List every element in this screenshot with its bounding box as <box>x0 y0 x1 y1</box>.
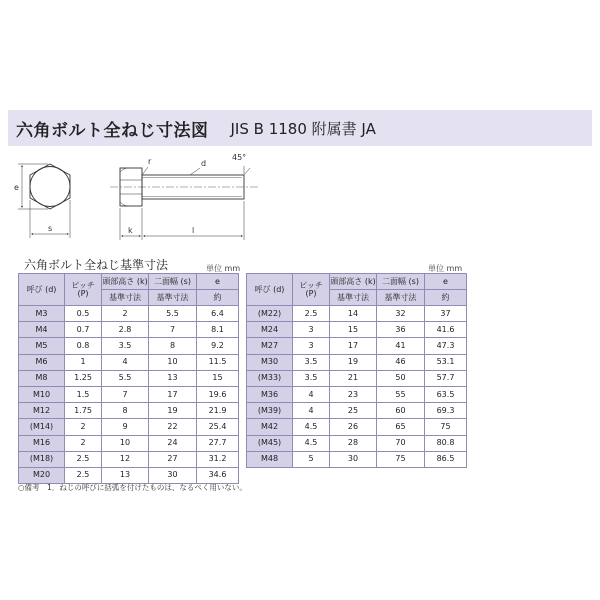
cell-pitch: 1.5 <box>65 386 102 402</box>
cell-e: 25.4 <box>197 419 239 435</box>
cell-pitch: 2 <box>65 435 102 451</box>
cell-k: 26 <box>330 419 377 435</box>
unit-label-left: 単位 mm <box>206 264 241 273</box>
cell-s: 75 <box>377 451 425 467</box>
table-row <box>247 370 467 386</box>
cell-k: 19 <box>330 354 377 370</box>
cell-k: 5.5 <box>102 370 149 386</box>
table-row <box>19 322 239 338</box>
header-e: e <box>425 274 467 290</box>
table-row <box>19 354 239 370</box>
header-width: 二面幅 (s) <box>149 274 197 290</box>
cell-s: 32 <box>377 306 425 322</box>
cell-name: M8 <box>19 370 65 386</box>
cell-k: 9 <box>102 419 149 435</box>
cell-pitch: 5 <box>293 451 330 467</box>
cell-e: 6.4 <box>197 306 239 322</box>
cell-pitch: 2.5 <box>293 306 330 322</box>
cell-e: 63.5 <box>425 386 467 402</box>
cell-pitch: 4 <box>293 386 330 402</box>
section-title: 六角ボルト全ねじ基準寸法 <box>24 258 169 272</box>
table-row <box>19 435 239 451</box>
cell-k: 28 <box>330 435 377 451</box>
cell-e: 80.8 <box>425 435 467 451</box>
label-d: d <box>201 159 207 168</box>
cell-pitch: 4.5 <box>293 435 330 451</box>
label-r: r <box>148 157 152 166</box>
cell-name: M6 <box>19 354 65 370</box>
label-e: e <box>14 183 19 192</box>
cell-e: 19.6 <box>197 386 239 402</box>
cell-s: 17 <box>149 386 197 402</box>
spec-table-left <box>18 273 239 484</box>
header-name: 呼び (d) <box>19 274 65 306</box>
cell-pitch: 4 <box>293 403 330 419</box>
cell-k: 15 <box>330 322 377 338</box>
cell-e: 75 <box>425 419 467 435</box>
cell-pitch: 3.5 <box>293 370 330 386</box>
label-angle: 45° <box>232 153 247 162</box>
title-bar <box>8 110 592 146</box>
cell-name: (M14) <box>19 419 65 435</box>
label-k: k <box>128 226 133 235</box>
cell-e: 11.5 <box>197 354 239 370</box>
cell-pitch: 3 <box>293 338 330 354</box>
cell-pitch: 3.5 <box>293 354 330 370</box>
cell-e: 34.6 <box>197 467 239 483</box>
table-row <box>247 338 467 354</box>
cell-k: 25 <box>330 403 377 419</box>
table-row <box>247 451 467 467</box>
cell-name: M27 <box>247 338 293 354</box>
cell-e: 53.1 <box>425 354 467 370</box>
cell-pitch: 0.7 <box>65 322 102 338</box>
remark-note: ○備考 1．ねじの呼びに括弧を付けたものは、なるべく用いない。 <box>18 483 247 492</box>
cell-pitch: 1.25 <box>65 370 102 386</box>
cell-pitch: 2.5 <box>65 467 102 483</box>
table-row <box>247 403 467 419</box>
cell-k: 13 <box>102 467 149 483</box>
cell-pitch: 1.75 <box>65 403 102 419</box>
cell-e: 69.3 <box>425 403 467 419</box>
standard-reference: JIS B 1180 附属書 JA <box>230 119 376 138</box>
cell-name: M36 <box>247 386 293 402</box>
cell-pitch: 3 <box>293 322 330 338</box>
cell-k: 2.8 <box>102 322 149 338</box>
cell-k: 3.5 <box>102 338 149 354</box>
cell-name: (M45) <box>247 435 293 451</box>
cell-s: 19 <box>149 403 197 419</box>
cell-s: 55 <box>377 386 425 402</box>
cell-s: 24 <box>149 435 197 451</box>
cell-s: 65 <box>377 419 425 435</box>
cell-e: 27.7 <box>197 435 239 451</box>
cell-k: 12 <box>102 451 149 467</box>
header-pitch: ピッチ (P) <box>293 274 330 306</box>
cell-s: 8 <box>149 338 197 354</box>
table-row <box>19 403 239 419</box>
cell-k: 7 <box>102 386 149 402</box>
cell-s: 70 <box>377 435 425 451</box>
header-pitch: ピッチ (P) <box>65 274 102 306</box>
cell-s: 41 <box>377 338 425 354</box>
header-head-height: 頭部高さ (k) <box>330 274 377 290</box>
cell-name: M24 <box>247 322 293 338</box>
cell-name: M48 <box>247 451 293 467</box>
cell-name: M4 <box>19 322 65 338</box>
cell-e: 21.9 <box>197 403 239 419</box>
cell-k: 23 <box>330 386 377 402</box>
table-row <box>247 306 467 322</box>
cell-k: 21 <box>330 370 377 386</box>
header-name: 呼び (d) <box>247 274 293 306</box>
table-row <box>247 354 467 370</box>
hex-head-end-view <box>30 164 70 209</box>
cell-name: (M22) <box>247 306 293 322</box>
header-width: 二面幅 (s) <box>377 274 425 290</box>
cell-s: 22 <box>149 419 197 435</box>
table-row <box>247 419 467 435</box>
cell-s: 60 <box>377 403 425 419</box>
label-l: l <box>192 226 195 235</box>
table-row <box>19 419 239 435</box>
cell-s: 10 <box>149 354 197 370</box>
cell-pitch: 2.5 <box>65 451 102 467</box>
cell-name: M20 <box>19 467 65 483</box>
cell-e: 15 <box>197 370 239 386</box>
cell-k: 17 <box>330 338 377 354</box>
cell-name: M42 <box>247 419 293 435</box>
table-row <box>19 306 239 322</box>
cell-e: 57.7 <box>425 370 467 386</box>
bolt-dimension-drawing <box>14 150 274 250</box>
header-ref: 基準寸法 <box>102 290 149 306</box>
header-ref: 基準寸法 <box>330 290 377 306</box>
header-head-height: 頭部高さ (k) <box>102 274 149 290</box>
spec-table-right <box>246 273 467 468</box>
cell-s: 50 <box>377 370 425 386</box>
cell-s: 27 <box>149 451 197 467</box>
cell-s: 5.5 <box>149 306 197 322</box>
table-row <box>247 322 467 338</box>
cell-name: M16 <box>19 435 65 451</box>
cell-k: 2 <box>102 306 149 322</box>
chamfer-circle <box>30 167 70 207</box>
cell-e: 31.2 <box>197 451 239 467</box>
cell-pitch: 0.5 <box>65 306 102 322</box>
header-approx: 約 <box>197 290 239 306</box>
cell-k: 14 <box>330 306 377 322</box>
cell-pitch: 2 <box>65 419 102 435</box>
page-title: 六角ボルト全ねじ寸法図 <box>16 120 209 141</box>
table-row <box>19 386 239 402</box>
table-row <box>19 370 239 386</box>
header-approx: 約 <box>425 290 467 306</box>
cell-name: (M18) <box>19 451 65 467</box>
cell-e: 47.3 <box>425 338 467 354</box>
cell-name: (M33) <box>247 370 293 386</box>
cell-name: M10 <box>19 386 65 402</box>
cell-name: M5 <box>19 338 65 354</box>
cell-k: 10 <box>102 435 149 451</box>
cell-s: 46 <box>377 354 425 370</box>
cell-e: 37 <box>425 306 467 322</box>
cell-e: 8.1 <box>197 322 239 338</box>
cell-e: 86.5 <box>425 451 467 467</box>
cell-name: M3 <box>19 306 65 322</box>
header-ref: 基準寸法 <box>377 290 425 306</box>
cell-name: (M39) <box>247 403 293 419</box>
cell-s: 30 <box>149 467 197 483</box>
header-ref: 基準寸法 <box>149 290 197 306</box>
table-row <box>247 386 467 402</box>
cell-e: 41.6 <box>425 322 467 338</box>
cell-s: 36 <box>377 322 425 338</box>
cell-e: 9.2 <box>197 338 239 354</box>
cell-k: 4 <box>102 354 149 370</box>
table-row <box>247 435 467 451</box>
cell-k: 30 <box>330 451 377 467</box>
cell-k: 8 <box>102 403 149 419</box>
cell-name: M30 <box>247 354 293 370</box>
cell-pitch: 4.5 <box>293 419 330 435</box>
table-row <box>19 338 239 354</box>
cell-s: 7 <box>149 322 197 338</box>
cell-name: M12 <box>19 403 65 419</box>
table-row <box>19 451 239 467</box>
unit-label-right: 単位 mm <box>428 264 463 273</box>
cell-pitch: 1 <box>65 354 102 370</box>
header-e: e <box>197 274 239 290</box>
cell-s: 13 <box>149 370 197 386</box>
label-s: s <box>48 224 53 233</box>
cell-pitch: 0.8 <box>65 338 102 354</box>
